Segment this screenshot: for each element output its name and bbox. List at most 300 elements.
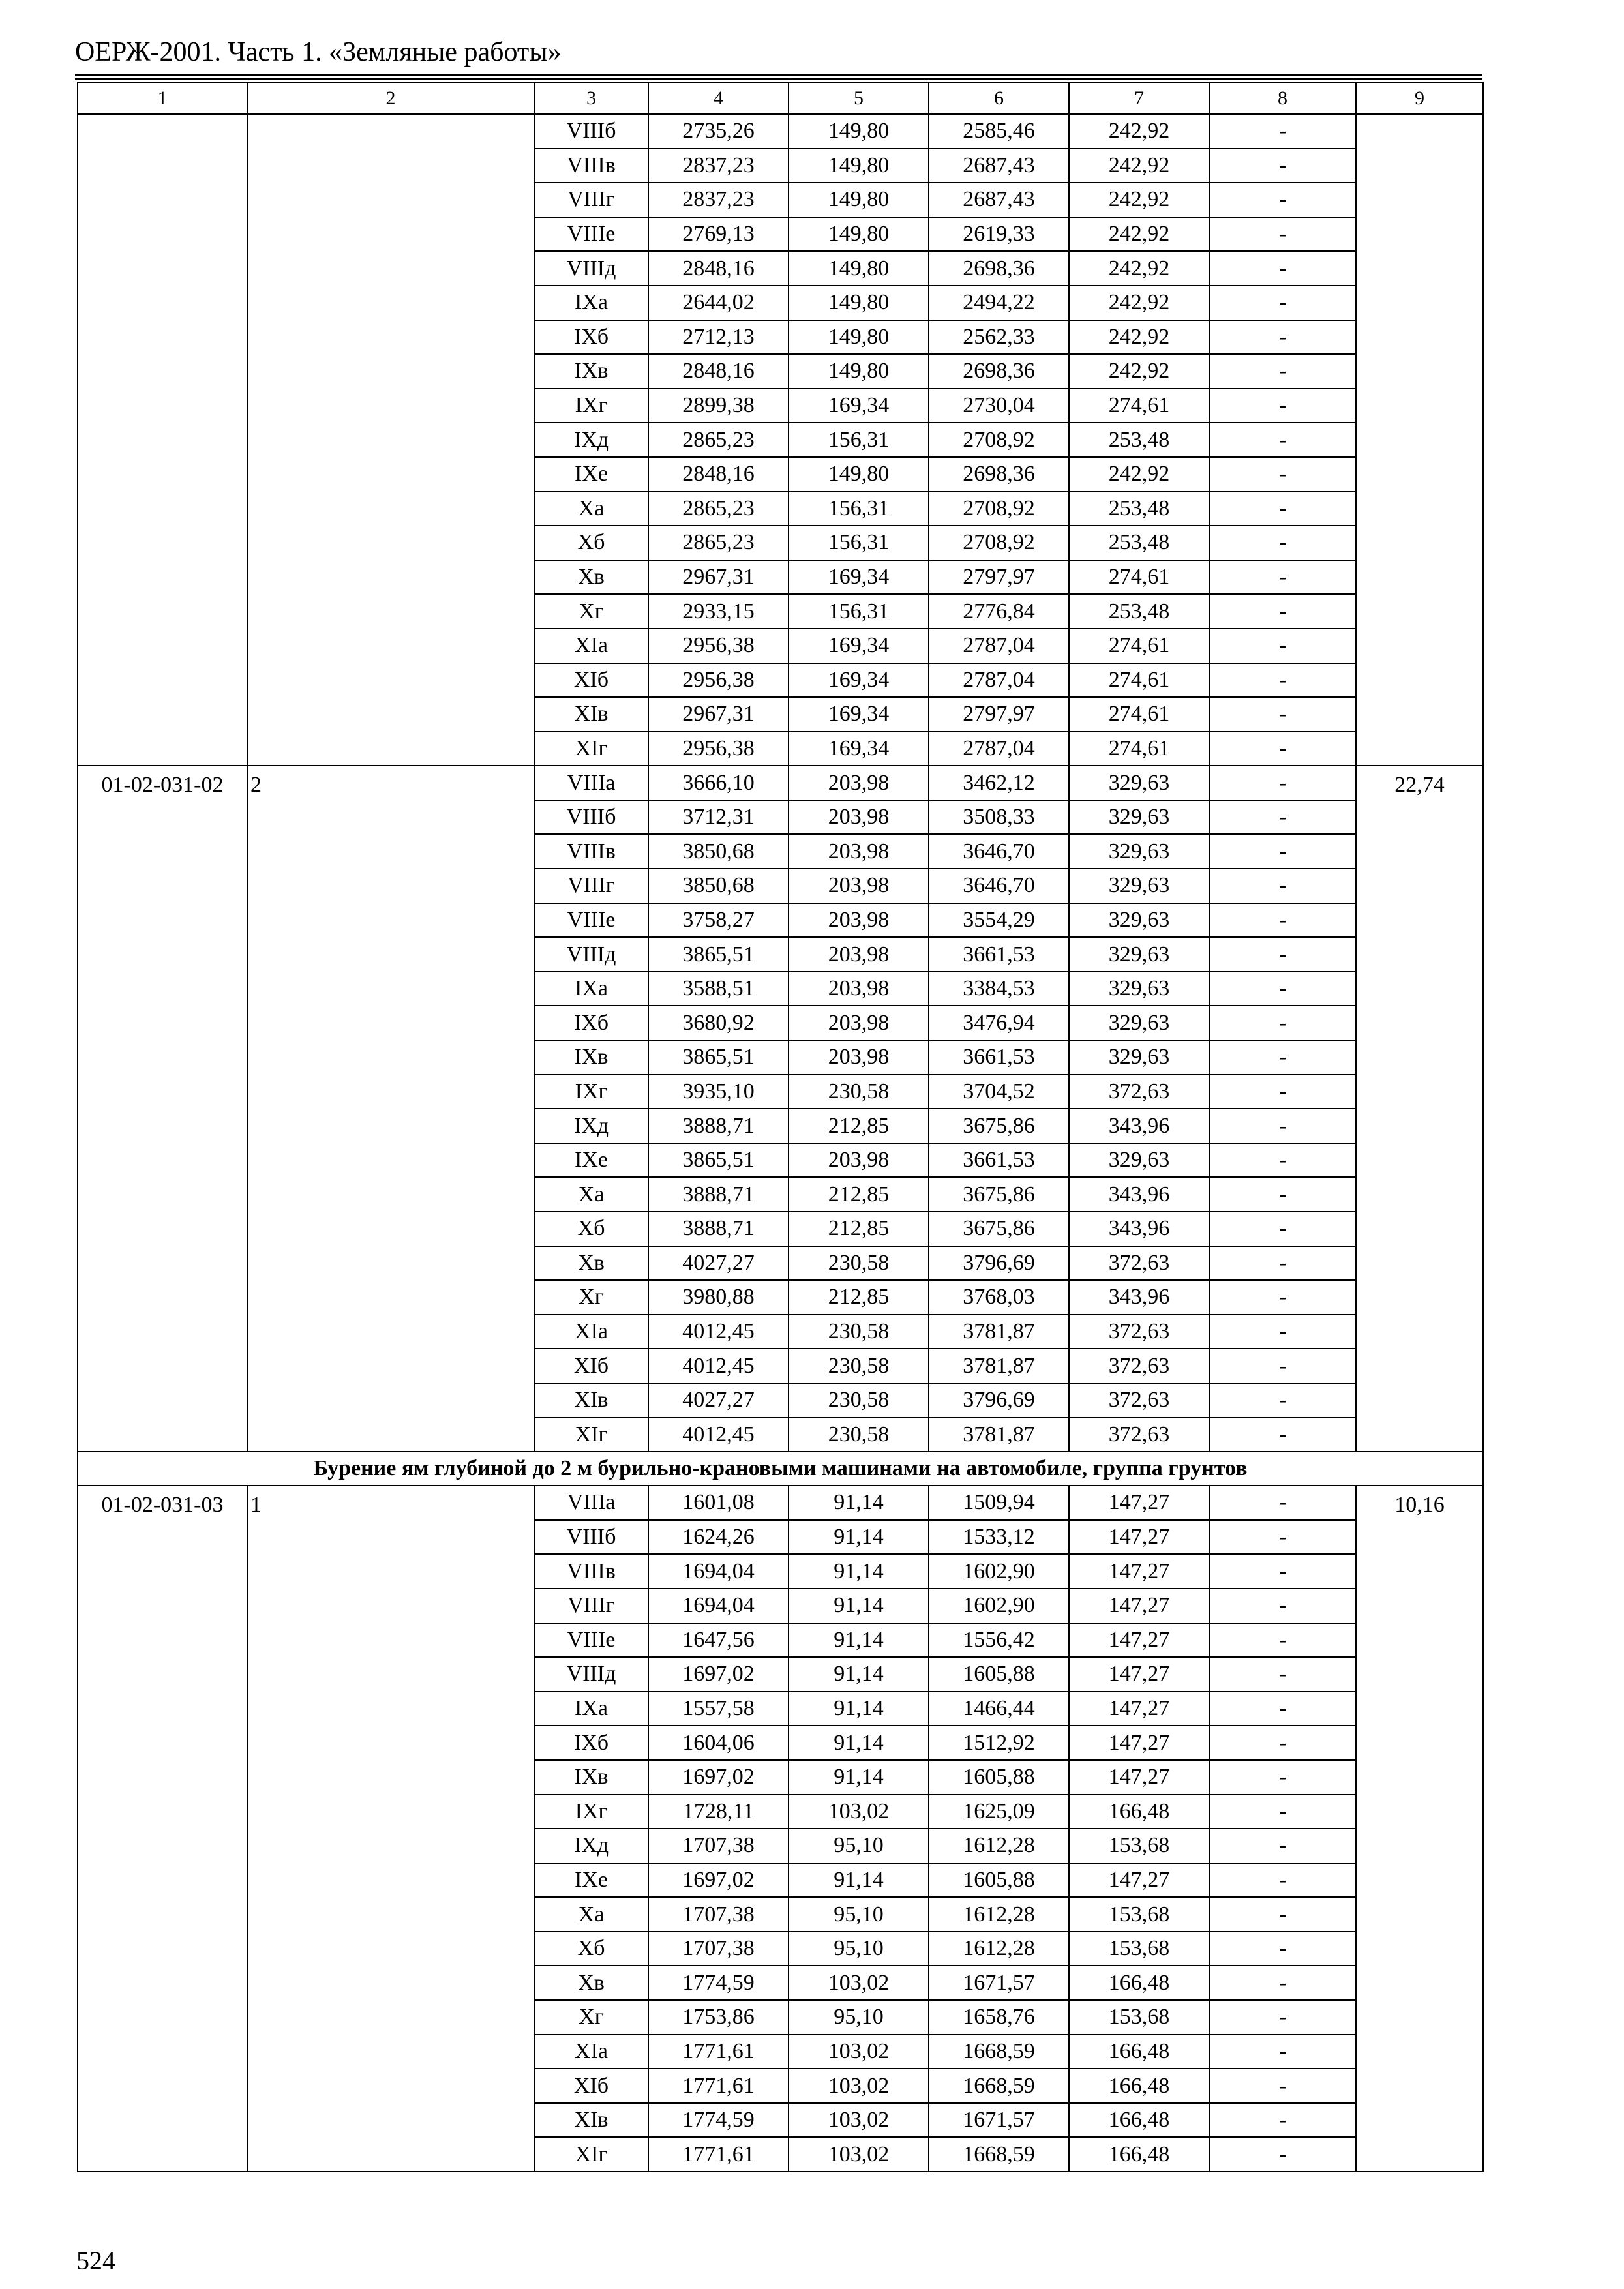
table-cell: 203,98	[789, 972, 929, 1006]
table-cell: 91,14	[789, 1726, 929, 1760]
table-cell: Xб	[534, 1212, 648, 1246]
table-cell: -	[1209, 1760, 1356, 1795]
table-cell: 2712,13	[648, 320, 789, 355]
table-cell: 329,63	[1069, 1006, 1209, 1040]
table-cell: 203,98	[789, 766, 929, 800]
table-cell: 95,10	[789, 1829, 929, 1863]
table-cell: 3646,70	[929, 869, 1069, 903]
table-cell: 372,63	[1069, 1075, 1209, 1109]
table-cell: 166,48	[1069, 2103, 1209, 2138]
table-cell: -	[1209, 1795, 1356, 1829]
table-cell: 3680,92	[648, 1006, 789, 1040]
table-cell: 212,85	[789, 1212, 929, 1246]
table-cell: 149,80	[789, 286, 929, 320]
table-cell: Xв	[534, 1246, 648, 1281]
table-cell: XIг	[534, 2137, 648, 2172]
table-cell: 3704,52	[929, 1075, 1069, 1109]
table-cell: -	[1209, 286, 1356, 320]
table-cell: 103,02	[789, 2103, 929, 2138]
table-cell: 1604,06	[648, 1726, 789, 1760]
table-cell: -	[1209, 1383, 1356, 1418]
table-cell: -	[1209, 1692, 1356, 1726]
table-cell: 230,58	[789, 1246, 929, 1281]
table-cell: -	[1209, 2103, 1356, 2138]
table-cell: 1697,02	[648, 1760, 789, 1795]
page-header-title: ОЕРЖ-2001. Часть 1. «Земляные работы»	[75, 37, 562, 67]
table-cell: 3588,51	[648, 972, 789, 1006]
table-cell: 242,92	[1069, 251, 1209, 286]
table-cell: -	[1209, 1932, 1356, 1966]
table-cell: 343,96	[1069, 1212, 1209, 1246]
table-cell: -	[1209, 183, 1356, 217]
table-cell: 2787,04	[929, 663, 1069, 698]
table-cell: 169,34	[789, 697, 929, 732]
table-cell: 1509,94	[929, 1486, 1069, 1520]
table-cell: -	[1209, 1520, 1356, 1555]
table-cell: 2837,23	[648, 149, 789, 183]
table-cell: 203,98	[789, 903, 929, 938]
table-cell: 3508,33	[929, 800, 1069, 835]
table-cell: VIIIе	[534, 217, 648, 252]
section-title-row	[78, 1452, 1483, 1486]
table-cell: 329,63	[1069, 1143, 1209, 1178]
table-cell: IXа	[534, 286, 648, 320]
table-cell: -	[1209, 354, 1356, 389]
table-cell: 3462,12	[929, 766, 1069, 800]
table-cell: 1668,59	[929, 2035, 1069, 2069]
table-cell: 2933,15	[648, 594, 789, 629]
table-cell: 149,80	[789, 457, 929, 492]
norm-code-cell: 01-02-031-02	[78, 766, 247, 1452]
table-cell: 1624,26	[648, 1520, 789, 1555]
table-cell: 203,98	[789, 1006, 929, 1040]
table-cell: IXд	[534, 1829, 648, 1863]
table-cell: -	[1209, 1109, 1356, 1143]
table-cell: XIв	[534, 2103, 648, 2138]
table-cell: 242,92	[1069, 114, 1209, 149]
table-cell: 203,98	[789, 834, 929, 869]
table-cell: 156,31	[789, 492, 929, 526]
table-cell: 1612,28	[929, 1932, 1069, 1966]
table-cell: 3781,87	[929, 1349, 1069, 1383]
table-cell: VIIIг	[534, 869, 648, 903]
table-cell: 2787,04	[929, 629, 1069, 663]
table-cell: 343,96	[1069, 1280, 1209, 1315]
table-cell: IXа	[534, 1692, 648, 1726]
table-cell: -	[1209, 1315, 1356, 1349]
table-cell: VIIIб	[534, 114, 648, 149]
table-cell: 103,02	[789, 1795, 929, 1829]
table-cell: 91,14	[789, 1863, 929, 1898]
table-cell: -	[1209, 560, 1356, 595]
table-cell: -	[1209, 1863, 1356, 1898]
table-cell: 147,27	[1069, 1623, 1209, 1658]
table-cell: 203,98	[789, 800, 929, 835]
variant-cell	[247, 114, 534, 766]
column-number-row	[78, 82, 1483, 114]
variant-cell: 2	[247, 766, 534, 1452]
table-cell: 1658,76	[929, 2000, 1069, 2035]
table-cell: 2708,92	[929, 423, 1069, 457]
table-cell: 156,31	[789, 423, 929, 457]
table-cell: IXв	[534, 354, 648, 389]
table-cell: 1605,88	[929, 1657, 1069, 1692]
table-cell: 1753,86	[648, 2000, 789, 2035]
table-cell: 274,61	[1069, 663, 1209, 698]
table-cell: VIIIв	[534, 834, 648, 869]
table-cell: 3888,71	[648, 1177, 789, 1212]
table-cell: VIIIа	[534, 1486, 648, 1520]
table-cell: 3781,87	[929, 1315, 1069, 1349]
table-cell: -	[1209, 1040, 1356, 1075]
table-cell: 147,27	[1069, 1692, 1209, 1726]
table-cell: 3865,51	[648, 1143, 789, 1178]
table-cell: 1625,09	[929, 1795, 1069, 1829]
table-cell: IXе	[534, 457, 648, 492]
table-cell: 1671,57	[929, 1966, 1069, 2000]
norm-code-cell: 01-02-031-03	[78, 1486, 247, 2172]
table-cell: -	[1209, 217, 1356, 252]
table-cell: 253,48	[1069, 594, 1209, 629]
table-cell: 3865,51	[648, 1040, 789, 1075]
table-cell: 2837,23	[648, 183, 789, 217]
table-cell: 2585,46	[929, 114, 1069, 149]
table-cell: 147,27	[1069, 1657, 1209, 1692]
table-cell: -	[1209, 1897, 1356, 1932]
table-cell: 91,14	[789, 1589, 929, 1623]
table-cell: 2865,23	[648, 492, 789, 526]
table-row	[78, 1486, 1483, 1520]
table-cell: 2967,31	[648, 560, 789, 595]
table-cell: VIIIд	[534, 1657, 648, 1692]
table-cell: IXг	[534, 1075, 648, 1109]
table-cell: 212,85	[789, 1109, 929, 1143]
table-cell: XIб	[534, 663, 648, 698]
table-cell: 103,02	[789, 1966, 929, 2000]
table-cell: -	[1209, 697, 1356, 732]
table-cell: 274,61	[1069, 560, 1209, 595]
table-cell: IXд	[534, 423, 648, 457]
table-cell: -	[1209, 526, 1356, 560]
table-cell: 147,27	[1069, 1589, 1209, 1623]
table-cell: 169,34	[789, 732, 929, 766]
table-cell: 3980,88	[648, 1280, 789, 1315]
table-cell: 2708,92	[929, 492, 1069, 526]
header-rule	[75, 74, 1482, 76]
table-cell: -	[1209, 251, 1356, 286]
table-cell: 1668,59	[929, 2069, 1069, 2103]
table-cell: -	[1209, 732, 1356, 766]
table-cell: 3661,53	[929, 937, 1069, 972]
table-cell: IXе	[534, 1863, 648, 1898]
table-cell: -	[1209, 869, 1356, 903]
table-cell: 1612,28	[929, 1829, 1069, 1863]
norm-code-cell	[78, 114, 247, 766]
table-cell: 253,48	[1069, 423, 1209, 457]
table-cell: 149,80	[789, 320, 929, 355]
table-cell: Xв	[534, 1966, 648, 2000]
table-cell: 242,92	[1069, 183, 1209, 217]
table-cell: 3850,68	[648, 834, 789, 869]
table-cell: 3712,31	[648, 800, 789, 835]
table-cell: 103,02	[789, 2137, 929, 2172]
table-cell: 2956,38	[648, 629, 789, 663]
table-cell: Xа	[534, 1897, 648, 1932]
table-cell: -	[1209, 834, 1356, 869]
table-cell: -	[1209, 114, 1356, 149]
table-cell: 2967,31	[648, 697, 789, 732]
table-cell: 169,34	[789, 560, 929, 595]
col9-cell	[1356, 114, 1483, 766]
table-cell: XIб	[534, 2069, 648, 2103]
table-cell: VIIIд	[534, 251, 648, 286]
table-cell: 169,34	[789, 389, 929, 423]
section-title: Бурение ям глубиной до 2 м бурильно-крановыми машинами на автомобиле, группа грунтов	[78, 1452, 1483, 1486]
table-cell: 1557,58	[648, 1692, 789, 1726]
table-cell: 343,96	[1069, 1109, 1209, 1143]
table-cell: 153,68	[1069, 2000, 1209, 2035]
table-cell: 2562,33	[929, 320, 1069, 355]
table-cell: 1556,42	[929, 1623, 1069, 1658]
table-row	[78, 114, 1483, 149]
table-cell: 274,61	[1069, 629, 1209, 663]
page-number: 524	[76, 2246, 115, 2275]
norms-table	[77, 82, 1484, 2172]
table-cell: 1512,92	[929, 1726, 1069, 1760]
table-cell: 203,98	[789, 937, 929, 972]
table-cell: Xг	[534, 2000, 648, 2035]
column-number: 4	[648, 82, 789, 114]
table-cell: 103,02	[789, 2069, 929, 2103]
table-cell: 1605,88	[929, 1863, 1069, 1898]
table-cell: 3796,69	[929, 1383, 1069, 1418]
table-cell: 242,92	[1069, 354, 1209, 389]
table-cell: 2797,97	[929, 560, 1069, 595]
header-rule	[75, 78, 1482, 80]
table-cell: 2848,16	[648, 251, 789, 286]
table-cell: -	[1209, 1589, 1356, 1623]
table-cell: 149,80	[789, 149, 929, 183]
table-cell: -	[1209, 1726, 1356, 1760]
table-cell: IXд	[534, 1109, 648, 1143]
table-cell: 242,92	[1069, 457, 1209, 492]
table-cell: 166,48	[1069, 1966, 1209, 2000]
table-cell: -	[1209, 1966, 1356, 2000]
table-cell: -	[1209, 1418, 1356, 1452]
table-cell: 4027,27	[648, 1246, 789, 1281]
table-cell: 1697,02	[648, 1657, 789, 1692]
table-cell: 3666,10	[648, 766, 789, 800]
table-cell: VIIIв	[534, 1554, 648, 1589]
table-cell: 3781,87	[929, 1418, 1069, 1452]
table-cell: 2899,38	[648, 389, 789, 423]
table-cell: 149,80	[789, 354, 929, 389]
table-cell: 3888,71	[648, 1212, 789, 1246]
table-cell: -	[1209, 457, 1356, 492]
table-cell: 1668,59	[929, 2137, 1069, 2172]
table-cell: 1771,61	[648, 2069, 789, 2103]
table-cell: 149,80	[789, 183, 929, 217]
table-cell: 212,85	[789, 1280, 929, 1315]
table-cell: 1774,59	[648, 2103, 789, 2138]
table-cell: 203,98	[789, 1040, 929, 1075]
table-cell: 1533,12	[929, 1520, 1069, 1555]
table-cell: 91,14	[789, 1623, 929, 1658]
table-cell: 147,27	[1069, 1486, 1209, 1520]
table-cell: 274,61	[1069, 697, 1209, 732]
table-cell: IXе	[534, 1143, 648, 1178]
table-cell: 329,63	[1069, 766, 1209, 800]
table-cell: 166,48	[1069, 1795, 1209, 1829]
table-cell: Xб	[534, 1932, 648, 1966]
table-cell: -	[1209, 492, 1356, 526]
column-number: 6	[929, 82, 1069, 114]
table-cell: -	[1209, 1143, 1356, 1178]
table-cell: 103,02	[789, 2035, 929, 2069]
table-cell: 242,92	[1069, 217, 1209, 252]
table-cell: -	[1209, 663, 1356, 698]
table-cell: 147,27	[1069, 1726, 1209, 1760]
table-cell: XIб	[534, 1349, 648, 1383]
table-cell: 329,63	[1069, 903, 1209, 938]
table-cell: 2848,16	[648, 457, 789, 492]
table-cell: 1774,59	[648, 1966, 789, 2000]
table-cell: 1605,88	[929, 1760, 1069, 1795]
table-cell: 242,92	[1069, 320, 1209, 355]
table-cell: Xа	[534, 1177, 648, 1212]
table-cell: -	[1209, 629, 1356, 663]
table-cell: 230,58	[789, 1315, 929, 1349]
table-cell: 147,27	[1069, 1760, 1209, 1795]
table-cell: 95,10	[789, 1897, 929, 1932]
table-cell: 166,48	[1069, 2069, 1209, 2103]
table-cell: -	[1209, 903, 1356, 938]
table-cell: 230,58	[789, 1349, 929, 1383]
table-cell: 91,14	[789, 1692, 929, 1726]
table-cell: 2698,36	[929, 354, 1069, 389]
table-cell: 203,98	[789, 1143, 929, 1178]
table-cell: 1707,38	[648, 1897, 789, 1932]
table-cell: -	[1209, 1486, 1356, 1520]
table-cell: Xа	[534, 492, 648, 526]
col9-cell: 10,16	[1356, 1486, 1483, 2172]
table-cell: 230,58	[789, 1383, 929, 1418]
table-cell: 3758,27	[648, 903, 789, 938]
table-cell: 372,63	[1069, 1418, 1209, 1452]
table-cell: 3661,53	[929, 1040, 1069, 1075]
table-cell: 2769,13	[648, 217, 789, 252]
table-cell: VIIIб	[534, 1520, 648, 1555]
table-cell: 166,48	[1069, 2137, 1209, 2172]
table-cell: -	[1209, 1246, 1356, 1281]
column-number: 7	[1069, 82, 1209, 114]
table-cell: -	[1209, 2035, 1356, 2069]
table-cell: VIIIд	[534, 937, 648, 972]
table-cell: -	[1209, 149, 1356, 183]
table-cell: XIг	[534, 1418, 648, 1452]
table-cell: 1602,90	[929, 1589, 1069, 1623]
table-cell: 372,63	[1069, 1246, 1209, 1281]
table-cell: -	[1209, 320, 1356, 355]
table-cell: 91,14	[789, 1760, 929, 1795]
table-cell: VIIIг	[534, 1589, 648, 1623]
table-cell: 372,63	[1069, 1315, 1209, 1349]
table-cell: 2698,36	[929, 251, 1069, 286]
table-cell: 2619,33	[929, 217, 1069, 252]
table-cell: IXб	[534, 1726, 648, 1760]
table-cell: 3888,71	[648, 1109, 789, 1143]
table-cell: 212,85	[789, 1177, 929, 1212]
table-cell: -	[1209, 1177, 1356, 1212]
table-cell: 372,63	[1069, 1349, 1209, 1383]
table-cell: Xг	[534, 1280, 648, 1315]
table-cell: -	[1209, 1280, 1356, 1315]
table-cell: 1707,38	[648, 1932, 789, 1966]
table-cell: 2687,43	[929, 149, 1069, 183]
table-cell: XIг	[534, 732, 648, 766]
table-row	[78, 766, 1483, 800]
table-cell: 1694,04	[648, 1589, 789, 1623]
norms-table-body	[78, 82, 1483, 2172]
table-cell: 91,14	[789, 1520, 929, 1555]
table-cell: 230,58	[789, 1075, 929, 1109]
table-cell: VIIIг	[534, 183, 648, 217]
table-cell: 1601,08	[648, 1486, 789, 1520]
table-cell: -	[1209, 1212, 1356, 1246]
table-cell: 169,34	[789, 663, 929, 698]
table-cell: 4012,45	[648, 1418, 789, 1452]
table-cell: 230,58	[789, 1418, 929, 1452]
table-cell: IXв	[534, 1760, 648, 1795]
table-cell: 329,63	[1069, 800, 1209, 835]
table-cell: Xб	[534, 526, 648, 560]
table-cell: 3850,68	[648, 869, 789, 903]
table-cell: -	[1209, 1006, 1356, 1040]
table-cell: 1771,61	[648, 2137, 789, 2172]
table-cell: 1694,04	[648, 1554, 789, 1589]
table-cell: 91,14	[789, 1554, 929, 1589]
table-cell: 169,34	[789, 629, 929, 663]
table-cell: 242,92	[1069, 286, 1209, 320]
table-cell: 3646,70	[929, 834, 1069, 869]
table-cell: 1707,38	[648, 1829, 789, 1863]
table-cell: 1612,28	[929, 1897, 1069, 1932]
table-cell: IXг	[534, 389, 648, 423]
table-cell: 253,48	[1069, 526, 1209, 560]
table-cell: VIIIа	[534, 766, 648, 800]
table-cell: 2708,92	[929, 526, 1069, 560]
table-cell: 2735,26	[648, 114, 789, 149]
variant-cell: 1	[247, 1486, 534, 2172]
table-cell: 3554,29	[929, 903, 1069, 938]
table-cell: -	[1209, 2000, 1356, 2035]
table-cell: VIIIе	[534, 903, 648, 938]
table-cell: 156,31	[789, 526, 929, 560]
table-cell: 343,96	[1069, 1177, 1209, 1212]
table-cell: 3675,86	[929, 1109, 1069, 1143]
table-cell: 1466,44	[929, 1692, 1069, 1726]
table-cell: 95,10	[789, 1932, 929, 1966]
table-cell: 329,63	[1069, 972, 1209, 1006]
col9-cell: 22,74	[1356, 766, 1483, 1452]
table-cell: -	[1209, 800, 1356, 835]
table-cell: VIIIб	[534, 800, 648, 835]
table-cell: VIIIе	[534, 1623, 648, 1658]
table-cell: 1671,57	[929, 2103, 1069, 2138]
table-cell: -	[1209, 766, 1356, 800]
table-cell: 242,92	[1069, 149, 1209, 183]
table-cell: 2865,23	[648, 423, 789, 457]
